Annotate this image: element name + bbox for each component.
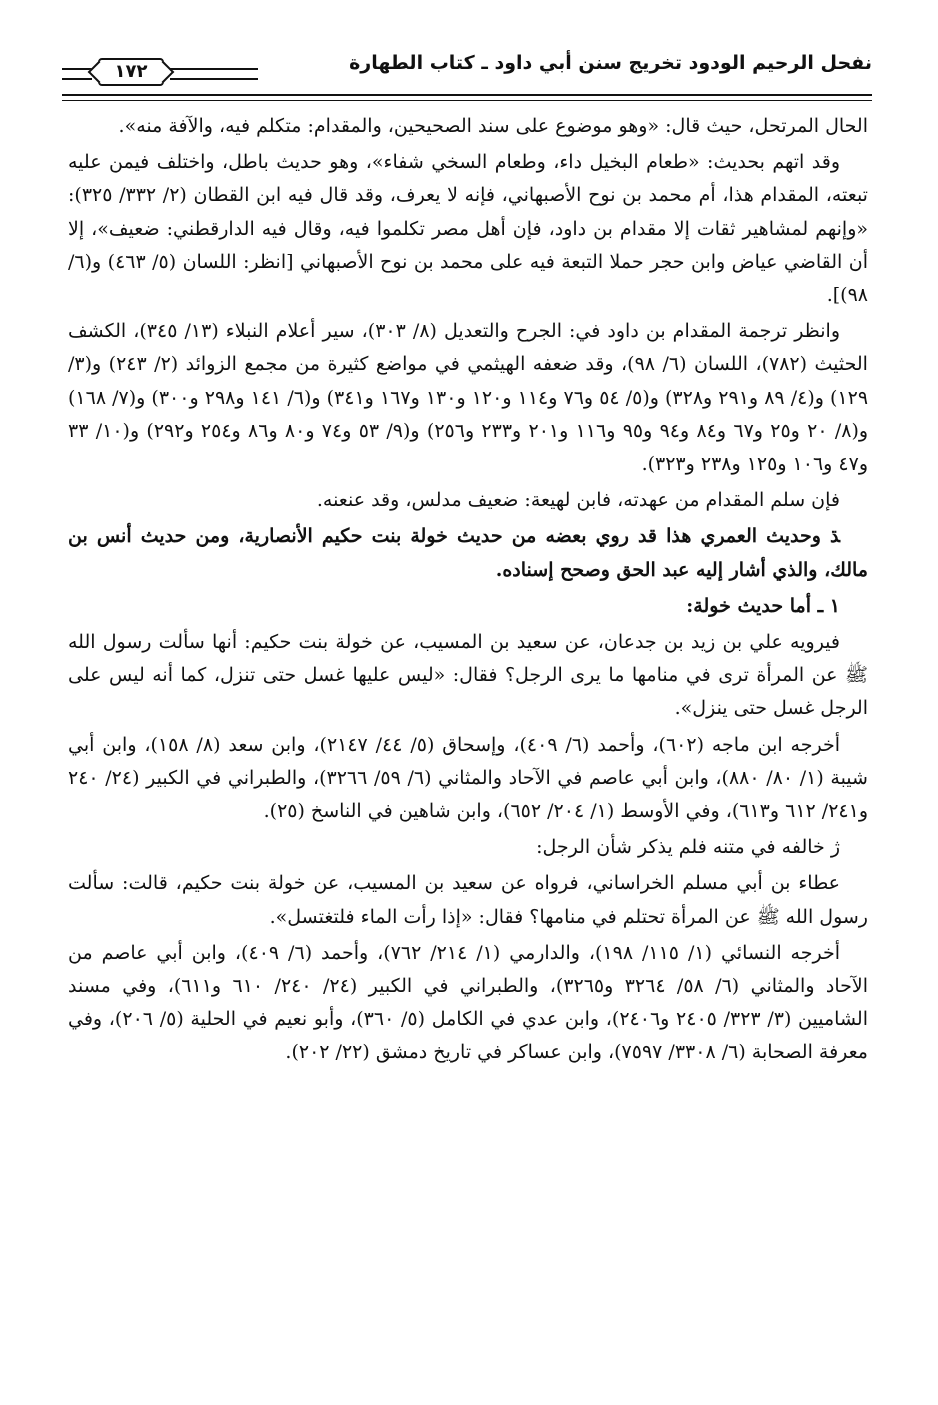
page-number-ornament xyxy=(62,58,262,86)
header-rule xyxy=(62,94,872,101)
paragraph: وقد اتهم بحديث: «طعام البخيل داء، وطعام السخي شفاء»، وهو حديث باطل، واختلف فيمن عليه تبعته، المقدام هذا، أم محمد بن نوح الأصبهاني، فإنه لا يعرف، وقد قال فيه ابن القطان (٢/ ٣٣٢/ ٣٢٥): «وإنهم لمشاهير ثقات إلا مقدام بن داود، فإن أهل مصر تكلموا فيه، وقال فيه الدارقطني: ضعيف»، إلا أن القاضي عياض وابن حجر حملا التبعة فيه على محمد بن نوح الأصبهاني [انظر: اللسان (٥/ ٤٦٣) و(٦/ ٩٨)]. xyxy=(68,151,868,307)
paragraph: عطاء بن أبي مسلم الخراساني، فرواه عن سعيد بن المسيب، عن خولة بنت حكيم، قالت: سألت رسول الله ﷺ عن المرأة تحتلم في منامها؟ فقال: «إذا رأت الماء فلتغتسل». xyxy=(68,872,868,928)
ornament-rule-right xyxy=(170,68,258,80)
page-body xyxy=(68,110,868,1073)
paragraph: وانظر ترجمة المقدام بن داود في: الجرح والتعديل (٨/ ٣٠٣)، سير أعلام النبلاء (١٣/ ٣٤٥)، الكشف الحثيث (٧٨٢)، اللسان (٦/ ٩٨)، وقد ضعفه الهيثمي في مواضع كثيرة من مجمع الزوائد (٢/ ٢٤٣) و(٣/ ١٢٩) و(٤/ ٨٩ و٢٩١ و٣٢٨) و(٥/ ٥٤ و٧٦ و١١٤ و١٢٠ و١٣٠ و١٦٧ و٣٤١) و(٦/ ١٤١ و٢٩٨ و٣٠٠) و(٧/ ١٦٨) و(٨/ ٢٠ و٢٥ و٦٧ و٨٤ و٩٤ و٩٥ و١١٦ و٢٠١ و٢٣٣ و٢٥٦) و(٩/ ٥٣ و٧٤ و٨٠ و٨٦ و٢٥٤ و٢٩٢) و(١٠/ ٣٣ و٤٧ و١٠٦ و١٢٥ و٢٣٨ و٣٢٣). xyxy=(68,320,869,476)
paragraph: أخرجه ابن ماجه (٦٠٢)، وأحمد (٦/ ٤٠٩)، وإسحاق (٥/ ٤٤/ ٢١٤٧)، وابن سعد (٨/ ١٥٨)، وابن أبي شيبة (١/ ٨٠/ ٨٨٠)، وابن أبي عاصم في الآحاد والمثاني (٦/ ٥٩/ ٣٢٦٦)، والطبراني في الكبير (٢٤/ ٢٤٠ و٢٤١/ ٦١٢ و٦١٣)، وفي الأوسط (١/ ٢٠٤/ ٦٥٢)، وابن شاهين في الناسخ (٢٥). xyxy=(68,733,868,823)
running-title: نفحل الرحيم الودود تخريج سنن أبي داود ـ كتاب الطهارة xyxy=(349,52,872,74)
section-heading: ١ ـ أما حديث خولة: xyxy=(686,594,840,617)
page-header xyxy=(62,50,872,90)
paragraph: أخرجه النسائي (١/ ١١٥/ ١٩٨)، والدارمي (١/ ٢١٤/ ٧٦٢)، وأحمد (٦/ ٤٠٩)، وابن أبي عاصم من الآحاد والمثاني (٦/ ٥٨/ ٣٢٦٤ و٣٢٦٥)، والطبراني في الكبير (٢٤/ ٢٤٠/ ٦١٠ و٦١١)، وفي مسند الشاميين (٣/ ٣٢٣/ ٢٤٠٥ و٢٤٠٦)، وابن عدي في الكامل (٥/ ٣٦٠)، وأبو نعيم في الحلية (٥/ ٢٠٦)، وفي معرفة الصحابة (٦/ ٣٣٠٨/ ٧٥٩٧)، وابن عساكر في تاريخ دمشق (٢٢/ ٢٠٢). xyxy=(68,941,869,1064)
page-number: ١٧٢ xyxy=(98,58,164,86)
ornament-rule-left xyxy=(62,68,92,80)
paragraph: الحال المرتحل، حيث قال: «وهو موضوع على سند الصحيحين، والمقدام: متكلم فيه، والآفة منه». xyxy=(118,115,868,137)
paragraph: فإن سلم المقدام من عهدته، فابن لهيعة: ضعيف مدلس، وقد عنعنه. xyxy=(316,489,840,512)
paragraph: فيرويه علي بن زيد بن جدعان، عن سعيد بن المسيب، عن خولة بنت حكيم: أنها سألت رسول الله ﷺ عن المرأة ترى في منامها ما يرى الرجل؟ فقال: «ليس عليها غسل حتى تنزل، كما أنه ليس على الرجل غسل حتى ينزل». xyxy=(68,631,868,720)
paragraph: ﮅ وحديث العمري هذا قد روي بعضه من حديث خولة بنت حكيم الأنصارية، ومن حديث أنس بن مالك، والذي أشار إليه عبد الحق وصحح إسناده. xyxy=(68,525,868,581)
paragraph: ﮊ خالفه في متنه فلم يذكر شأن الرجل: xyxy=(536,836,840,859)
